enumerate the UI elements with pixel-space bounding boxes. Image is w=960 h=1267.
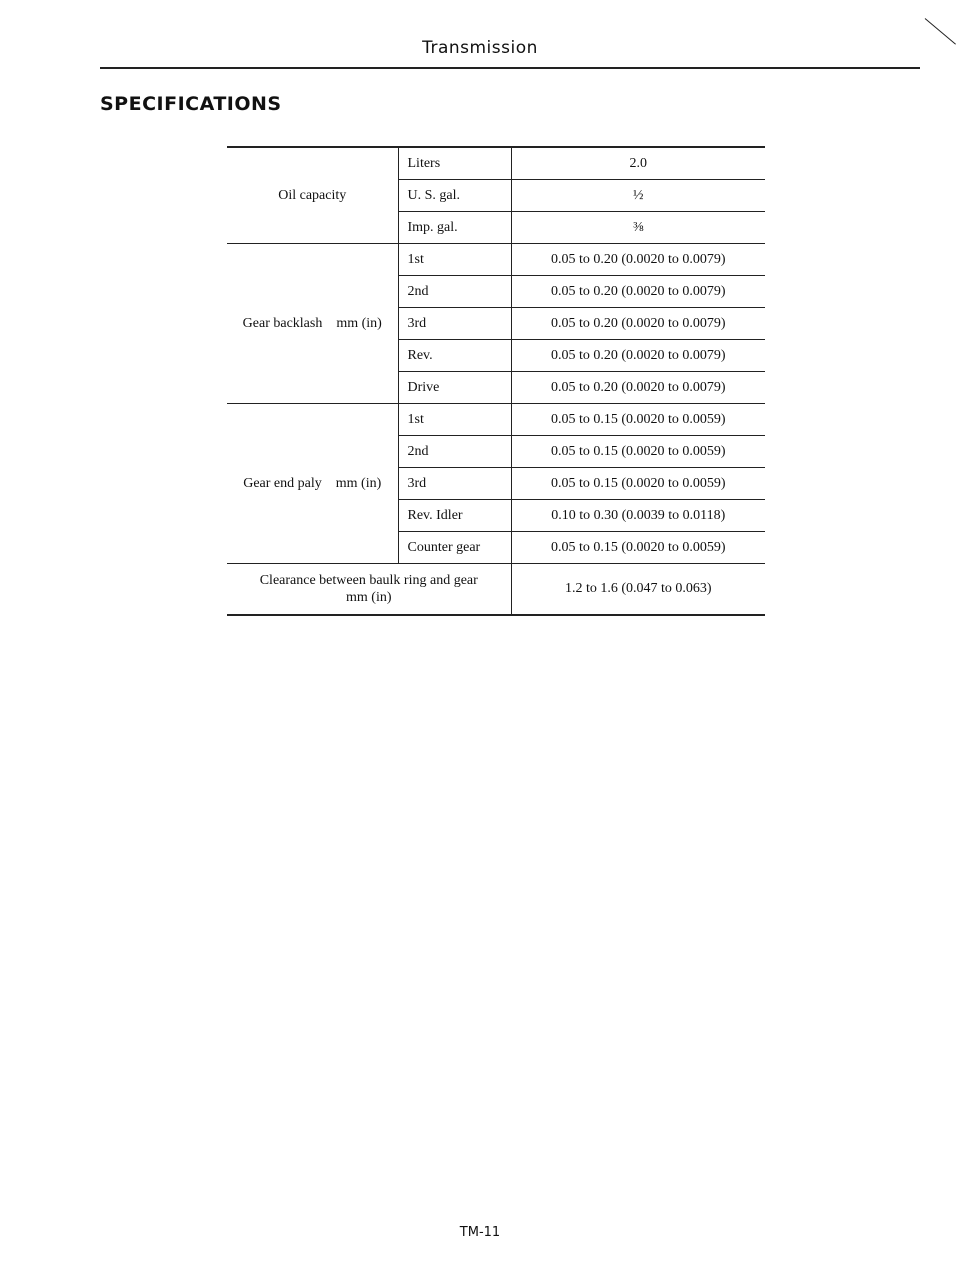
clearance-value-cell: 1.2 to 1.6 (0.047 to 0.063) — [511, 564, 765, 616]
endplay-value-cell: 0.05 to 0.15 (0.0020 to 0.0059) — [511, 532, 765, 564]
backlash-value-cell: 0.05 to 0.20 (0.0020 to 0.0079) — [511, 340, 765, 372]
backlash-gear-cell: 1st — [398, 244, 511, 276]
oil-unit-cell: Imp. gal. — [398, 212, 511, 244]
endplay-value-cell: 0.10 to 0.30 (0.0039 to 0.0118) — [511, 500, 765, 532]
backlash-value-cell: 0.05 to 0.20 (0.0020 to 0.0079) — [511, 276, 765, 308]
gear-end-play-label: Gear end paly mm (in) — [227, 404, 398, 564]
page-title: Transmission — [422, 38, 538, 58]
oil-value-cell: ⅜ — [511, 212, 765, 244]
backlash-value-cell: 0.05 to 0.20 (0.0020 to 0.0079) — [511, 244, 765, 276]
endplay-value-cell: 0.05 to 0.15 (0.0020 to 0.0059) — [511, 436, 765, 468]
backlash-gear-cell: Drive — [398, 372, 511, 404]
backlash-value-cell: 0.05 to 0.20 (0.0020 to 0.0079) — [511, 308, 765, 340]
backlash-gear-cell: 3rd — [398, 308, 511, 340]
endplay-gear-cell: 1st — [398, 404, 511, 436]
title-rule — [100, 67, 920, 69]
endplay-gear-cell: Rev. Idler — [398, 500, 511, 532]
endplay-value-cell: 0.05 to 0.15 (0.0020 to 0.0059) — [511, 404, 765, 436]
page-number: TM-11 — [459, 1225, 501, 1240]
oil-capacity-label: Oil capacity — [227, 147, 398, 244]
oil-value-cell: ½ — [511, 180, 765, 212]
backlash-gear-cell: 2nd — [398, 276, 511, 308]
endplay-gear-cell: 2nd — [398, 436, 511, 468]
clearance-label-line2: mm (in) — [346, 590, 392, 605]
clearance-label-line1: Clearance between baulk ring and gear — [259, 573, 478, 588]
gear-backlash-label: Gear backlash mm (in) — [227, 244, 398, 404]
backlash-value-cell: 0.05 to 0.20 (0.0020 to 0.0079) — [511, 372, 765, 404]
section-heading: SPECIFICATIONS — [100, 93, 282, 115]
backlash-gear-cell: Rev. — [398, 340, 511, 372]
endplay-gear-cell: 3rd — [398, 468, 511, 500]
endplay-value-cell: 0.05 to 0.15 (0.0020 to 0.0059) — [511, 468, 765, 500]
table-row — [227, 147, 765, 180]
endplay-gear-cell: Counter gear — [398, 532, 511, 564]
oil-unit-cell: U. S. gal. — [398, 180, 511, 212]
specifications-table — [227, 146, 765, 616]
oil-value-cell: 2.0 — [511, 147, 765, 180]
oil-unit-cell: Liters — [398, 147, 511, 180]
table-row — [227, 404, 765, 436]
table-row — [227, 244, 765, 276]
table-row — [227, 564, 765, 616]
clearance-label — [227, 564, 511, 616]
